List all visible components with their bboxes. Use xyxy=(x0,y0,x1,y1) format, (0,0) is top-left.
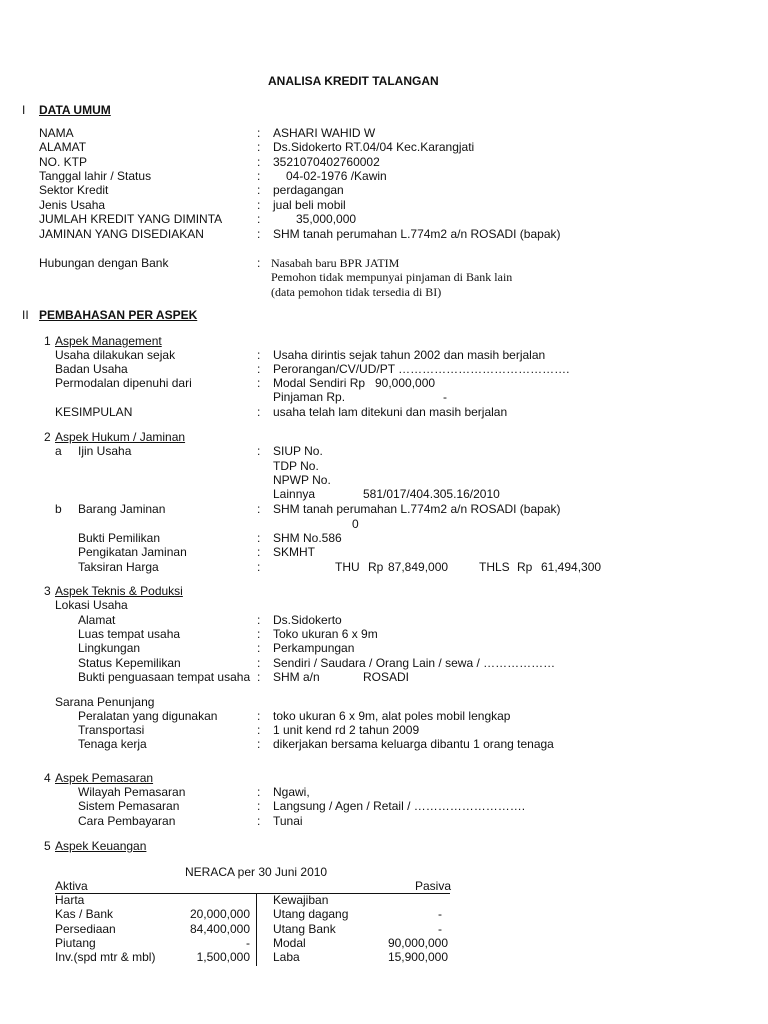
colon: : xyxy=(257,376,261,390)
field-value: Perkampungan xyxy=(273,641,355,655)
aspek-number: 1 xyxy=(44,334,51,348)
aspek-title-hukum: Aspek Hukum / Jaminan xyxy=(55,430,186,444)
field-value: Ngawi, xyxy=(273,785,310,799)
pengikatan-value: SKMHT xyxy=(273,545,315,559)
colon: : xyxy=(257,799,261,813)
colon: : xyxy=(257,670,261,684)
field-label: NO. KTP xyxy=(39,155,88,169)
aktiva-label: Piutang xyxy=(55,936,96,950)
barang-jaminan-label: Barang Jaminan xyxy=(78,502,166,516)
colon: : xyxy=(257,183,261,197)
thls-rp: Rp xyxy=(517,560,533,574)
field-label: Sistem Pemasaran xyxy=(78,799,180,813)
field-label: Transportasi xyxy=(78,723,145,737)
lainnya-value: 581/017/404.305.16/2010 xyxy=(363,487,500,501)
section-number: II xyxy=(22,308,29,322)
colon: : xyxy=(257,169,261,183)
field-value: ASHARI WAHID W xyxy=(273,126,376,140)
thu-rp: Rp xyxy=(368,560,384,574)
sarana-heading: Sarana Penunjang xyxy=(55,695,155,709)
pasiva-label: Utang Bank xyxy=(273,922,336,936)
field-label: Usaha dilakukan sejak xyxy=(55,348,176,362)
pasiva-value: - xyxy=(438,907,442,921)
neraca-title: NERACA per 30 Juni 2010 xyxy=(185,865,328,879)
field-label: Tenaga kerja xyxy=(78,737,147,751)
field-value: Toko ukuran 6 x 9m xyxy=(273,627,378,641)
aktiva-label: Persediaan xyxy=(55,922,116,936)
section-title-data-umum: DATA UMUM xyxy=(39,103,111,117)
balance-top-rule xyxy=(55,893,450,894)
colon: : xyxy=(257,723,261,737)
colon: : xyxy=(257,405,261,419)
aktiva-label: Kas / Bank xyxy=(55,907,114,921)
colon: : xyxy=(257,155,261,169)
field-label: Permodalan dipenuhi dari xyxy=(55,376,192,390)
colon: : xyxy=(257,126,261,140)
aspek-number: 2 xyxy=(44,430,51,444)
colon: : xyxy=(257,814,261,828)
field-value: Ds.Sidokerto xyxy=(273,613,342,627)
field-value: 3521070402760002 xyxy=(273,155,380,169)
field-label: ALAMAT xyxy=(39,140,87,154)
taksiran-label: Taksiran Harga xyxy=(78,560,159,574)
pasiva-heading: Pasiva xyxy=(415,879,452,893)
kewajiban-heading: Kewajiban xyxy=(273,893,329,907)
field-label: Badan Usaha xyxy=(55,362,128,376)
field-label: Peralatan yang digunakan xyxy=(78,709,218,723)
pasiva-label: Laba xyxy=(273,950,300,964)
hubungan-line-1: Nasabah baru BPR JATIM xyxy=(271,256,400,270)
pasiva-value: 15,900,000 xyxy=(387,950,448,964)
colon: : xyxy=(257,656,261,670)
hubungan-line-2: Pemohon tidak mempunyai pinjaman di Bank lain xyxy=(271,270,513,284)
aktiva-heading: Aktiva xyxy=(55,879,88,893)
field-label: NAMA xyxy=(39,126,74,140)
aktiva-value: 84,400,000 xyxy=(189,922,250,936)
thu-value: 87,849,000 xyxy=(388,560,449,574)
sub-letter: b xyxy=(55,502,62,516)
kesimpulan-value: usaha telah lam ditekuni dan masih berjalan xyxy=(273,405,508,419)
field-value: Usaha dirintis sejak tahun 2002 dan masih berjalan xyxy=(273,348,546,362)
harta-heading: Harta xyxy=(55,893,85,907)
pasiva-value: - xyxy=(438,922,442,936)
aktiva-value: - xyxy=(246,936,250,950)
field-value: Perorangan/CV/UD/PT ……………………………………. xyxy=(273,362,570,376)
balance-divider xyxy=(256,893,257,966)
kesimpulan-label: KESIMPULAN xyxy=(55,405,133,419)
field-label: Status Kepemilikan xyxy=(78,656,181,670)
field-value: toko ukuran 6 x 9m, alat poles mobil lengkap xyxy=(273,709,511,723)
field-value: Tunai xyxy=(273,814,303,828)
field-value: jual beli mobil xyxy=(273,198,346,212)
field-label: Cara Pembayaran xyxy=(78,814,176,828)
aspek-number: 3 xyxy=(44,584,51,598)
colon: : xyxy=(257,785,261,799)
colon: : xyxy=(257,545,261,559)
aspek-title-teknis: Aspek Teknis & Poduksi xyxy=(55,584,183,598)
colon: : xyxy=(257,444,261,458)
aspek-number: 5 xyxy=(44,839,51,853)
field-value: Ds.Sidokerto RT.04/04 Kec.Karangjati xyxy=(273,140,475,154)
barang-jaminan-value: SHM tanah perumahan L.774m2 a/n ROSADI (bapak) xyxy=(273,502,561,516)
npwp-label: NPWP No. xyxy=(273,473,331,487)
sub-letter: a xyxy=(55,444,62,458)
colon: : xyxy=(257,627,261,641)
tdp-label: TDP No. xyxy=(273,459,319,473)
lainnya-label: Lainnya xyxy=(273,487,316,501)
field-value: Modal Sendiri Rp xyxy=(273,376,366,390)
colon: : xyxy=(257,362,261,376)
bukti-pemilikan-label: Bukti Pemilikan xyxy=(78,531,161,545)
barang-jaminan-zero: 0 xyxy=(352,517,359,531)
field-value: 1 unit kend rd 2 tahun 2009 xyxy=(273,723,420,737)
field-value: Sendiri / Saudara / Orang Lain / sewa / ……………… xyxy=(273,656,556,670)
field-label: Jenis Usaha xyxy=(39,198,106,212)
aspek-title-keuangan: Aspek Keuangan xyxy=(55,839,147,853)
ijin-usaha-label: Ijin Usaha xyxy=(78,444,132,458)
pengikatan-label: Pengikatan Jaminan xyxy=(78,545,187,559)
field-label: Wilayah Pemasaran xyxy=(78,785,186,799)
colon: : xyxy=(257,227,261,241)
aspek-title-management: Aspek Management xyxy=(55,334,162,348)
field-value: SHM tanah perumahan L.774m2 a/n ROSADI (bapak) xyxy=(273,227,561,241)
field-label: JAMINAN YANG DISEDIAKAN xyxy=(39,227,204,241)
pasiva-label: Utang dagang xyxy=(273,907,349,921)
siup-label: SIUP No. xyxy=(273,444,323,458)
thu-label: THU xyxy=(335,560,360,574)
colon: : xyxy=(257,140,261,154)
field-value: perdagangan xyxy=(273,183,344,197)
pinjaman-amount: - xyxy=(443,390,447,404)
colon: : xyxy=(257,212,261,226)
field-label: Tanggal lahir / Status xyxy=(39,169,152,183)
colon: : xyxy=(257,613,261,627)
thls-label: THLS xyxy=(479,560,510,574)
field-value: 04-02-1976 /Kawin xyxy=(286,169,387,183)
lokasi-usaha-heading: Lokasi Usaha xyxy=(55,598,128,612)
pasiva-label: Modal xyxy=(273,936,306,950)
thls-value: 61,494,300 xyxy=(541,560,602,574)
field-value: 35,000,000 xyxy=(296,212,357,226)
aktiva-value: 20,000,000 xyxy=(189,907,250,921)
field-value: dikerjakan bersama keluarga dibantu 1 orang tenaga xyxy=(273,737,554,751)
field-label-hubungan: Hubungan dengan Bank xyxy=(39,256,169,270)
aspek-number: 4 xyxy=(44,771,51,785)
field-label: Luas tempat usaha xyxy=(78,627,181,641)
bukti-penguasaan-value: SHM a/n xyxy=(273,670,320,684)
hubungan-line-3: (data pemohon tidak tersedia di BI) xyxy=(271,285,442,299)
colon: : xyxy=(257,348,261,362)
bukti-penguasaan-label: Bukti penguasaan tempat usaha xyxy=(78,670,251,684)
aspek-title-pemasaran: Aspek Pemasaran xyxy=(55,771,154,785)
pinjaman-label: Pinjaman Rp. xyxy=(273,390,346,404)
section-number: I xyxy=(22,103,26,117)
document-title: ANALISA KREDIT TALANGAN xyxy=(268,74,439,88)
colon: : xyxy=(257,737,261,751)
field-value: Langsung / Agen / Retail / ………………………. xyxy=(273,799,526,813)
pasiva-value: 90,000,000 xyxy=(387,936,448,950)
section-title-pembahasan: PEMBAHASAN PER ASPEK xyxy=(39,308,198,322)
field-label: Sektor Kredit xyxy=(39,183,109,197)
colon: : xyxy=(257,502,261,516)
modal-amount: 90,000,000 xyxy=(375,376,436,390)
colon: : xyxy=(257,709,261,723)
bukti-pemilikan-value: SHM No.586 xyxy=(273,531,342,545)
field-label: Alamat xyxy=(78,613,116,627)
colon: : xyxy=(257,531,261,545)
aktiva-label: Inv.(spd mtr & mbl) xyxy=(55,950,156,964)
field-label: Lingkungan xyxy=(78,641,141,655)
colon: : xyxy=(257,198,261,212)
colon: : xyxy=(257,256,261,270)
aktiva-value: 1,500,000 xyxy=(196,950,250,964)
field-label: JUMLAH KREDIT YANG DIMINTA xyxy=(39,212,223,226)
colon: : xyxy=(257,560,261,574)
bukti-penguasaan-name: ROSADI xyxy=(363,670,410,684)
colon: : xyxy=(257,641,261,655)
